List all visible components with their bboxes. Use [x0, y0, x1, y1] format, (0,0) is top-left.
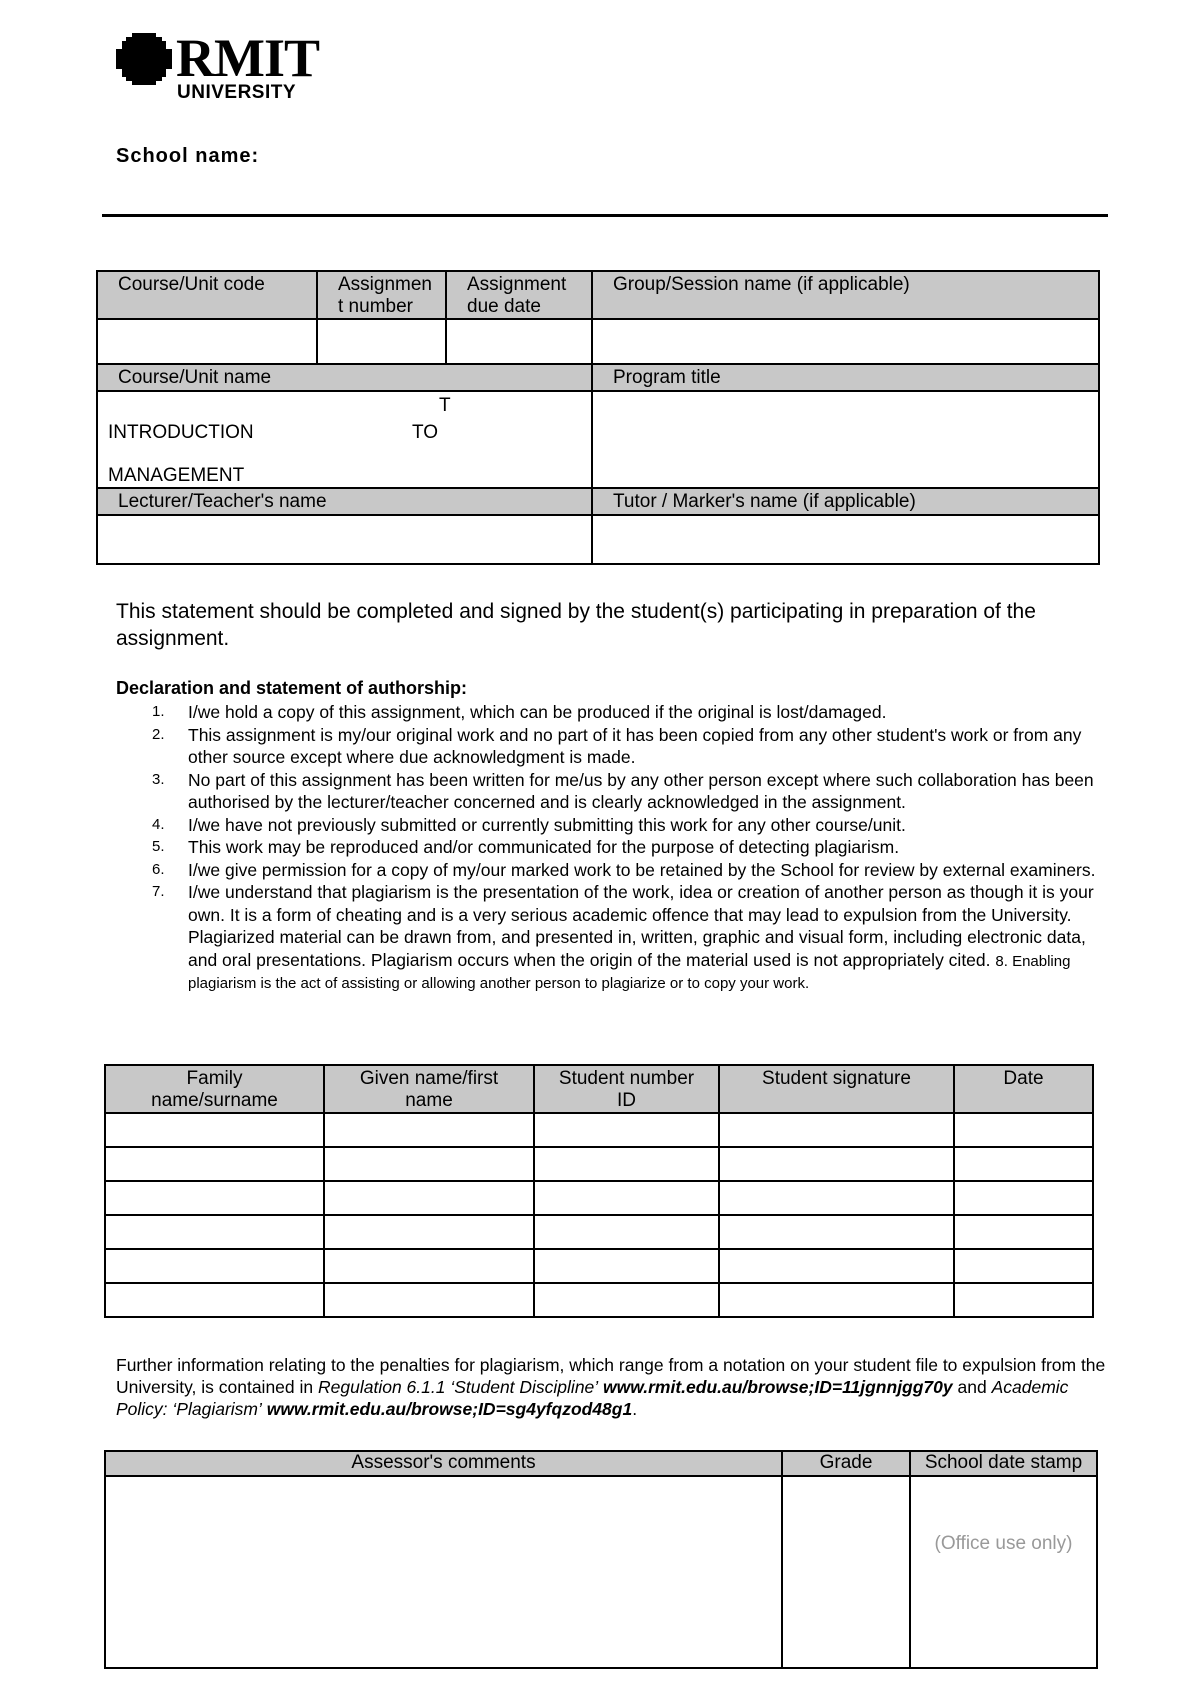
declaration-item-8: 8. Enabling plagiarism is the act of assisting or allowing another person to plagiarize or to copy your work.	[188, 952, 1071, 992]
declaration-list	[116, 701, 1096, 994]
student-number-header: Student number ID	[534, 1065, 719, 1113]
rmit-pixel-logo-icon	[116, 33, 174, 85]
family-name-cell[interactable]	[105, 1249, 324, 1283]
signature-cell[interactable]	[719, 1215, 954, 1249]
student-number-cell[interactable]	[534, 1215, 719, 1249]
course-name-line1: T	[439, 395, 451, 416]
list-item: 1. I/we hold a copy of this assignment, which can be produced if the original is lost/damaged.	[152, 702, 887, 722]
family-name-cell[interactable]	[105, 1181, 324, 1215]
office-use-note: (Office use only)	[934, 1533, 1073, 1554]
family-name-cell[interactable]	[105, 1215, 324, 1249]
date-cell[interactable]	[954, 1147, 1093, 1181]
signature-cell[interactable]	[719, 1113, 954, 1147]
list-item: 2. This assignment is my/our original work and no part of it has been copied from any other student's work or from any other source except where due acknowledgment is made.	[152, 724, 1082, 767]
policy-link[interactable]: www.rmit.edu.au/browse;ID=sg4yfqzod48g1	[266, 1399, 633, 1419]
assignment-number-header: Assignmen t number	[317, 271, 446, 319]
given-name-cell[interactable]	[324, 1147, 534, 1181]
grade-header: Grade	[782, 1451, 910, 1476]
logo-subtitle: UNIVERSITY	[177, 82, 297, 103]
date-cell[interactable]	[954, 1113, 1093, 1147]
table-row	[105, 1215, 1093, 1249]
school-date-stamp-header: School date stamp	[910, 1451, 1097, 1476]
tutor-field[interactable]	[592, 515, 1099, 564]
assignment-due-header: Assignment due date	[446, 271, 592, 319]
table-row	[105, 1147, 1093, 1181]
course-name-line3: MANAGEMENT	[108, 465, 245, 486]
policy-ref: Academic Policy: ‘Plagiarism’	[116, 1377, 1069, 1419]
student-number-cell[interactable]	[534, 1181, 719, 1215]
list-item: 6. I/we give permission for a copy of my/our marked work to be retained by the School for review by external examiners.	[152, 859, 1096, 880]
course-name-field[interactable]	[97, 391, 592, 488]
program-title-field[interactable]	[592, 391, 1099, 488]
course-code-header: Course/Unit code	[97, 271, 317, 319]
date-header: Date	[954, 1065, 1093, 1113]
course-name-line2a: INTRODUCTION	[108, 422, 254, 443]
family-name-header: Family name/surname	[105, 1065, 324, 1113]
list-item: 5. This work may be reproduced and/or communicated for the purpose of detecting plagiarism.	[152, 837, 900, 857]
grade-field[interactable]	[782, 1476, 910, 1668]
signature-cell[interactable]	[719, 1249, 954, 1283]
divider	[102, 214, 1108, 217]
table-row	[105, 1249, 1093, 1283]
table-row	[105, 1113, 1093, 1147]
further-info: Further information relating to the penalties for plagiarism, which range from a notation on your student file to expulsion from the University, is contained in Regulation 6.1.1 ‘Student Discipline’ www.rmit.edu.au/browse;ID=11jgnnjgg70y and Academic Policy: ‘Plagiarism’ www.rmit.edu.au/browse;ID=sg4yfqzod48g1.	[116, 1355, 1106, 1419]
regulation-link[interactable]: www.rmit.edu.au/browse;ID=11jgnnjgg70y	[603, 1377, 953, 1397]
table-row	[105, 1283, 1093, 1317]
signature-cell[interactable]	[719, 1147, 954, 1181]
student-number-cell[interactable]	[534, 1113, 719, 1147]
declaration-heading: Declaration and statement of authorship:	[116, 678, 468, 698]
course-name-header: Course/Unit name	[97, 364, 592, 391]
program-title-header: Program title	[592, 364, 1099, 391]
given-name-cell[interactable]	[324, 1113, 534, 1147]
student-number-cell[interactable]	[534, 1147, 719, 1181]
family-name-cell[interactable]	[105, 1113, 324, 1147]
date-cell[interactable]	[954, 1283, 1093, 1317]
course-name-line2b: TO	[412, 422, 439, 443]
signature-cell[interactable]	[719, 1181, 954, 1215]
family-name-cell[interactable]	[105, 1147, 324, 1181]
tutor-header: Tutor / Marker's name (if applicable)	[592, 488, 1099, 515]
given-name-cell[interactable]	[324, 1283, 534, 1317]
assessor-table	[104, 1450, 1098, 1669]
course-code-field[interactable]	[97, 319, 317, 364]
course-info-table	[96, 270, 1100, 565]
student-table	[104, 1064, 1094, 1318]
date-cell[interactable]	[954, 1181, 1093, 1215]
rmit-logo	[116, 30, 326, 105]
list-item: 7. I/we understand that plagiarism is the presentation of the work, idea or creation of another person as though it is your own. It is a form of cheating and is a very serious academic offence that may lead to expulsion from the University. Plagiarized material can be drawn from, and presented in, written, graphic and visual form, including electronic data, and oral presentations. Plagiarism occurs when the origin of the material used is not appropriately cited. 8. Enabling plagiarism is the act of assisting or allowing another person to plagiarize or to copy your work.	[152, 882, 1094, 992]
list-item: 3. No part of this assignment has been written for me/us by any other person except where such collaboration has been authorised by the lecturer/teacher concerned and is clearly acknowledged in the assignment.	[152, 769, 1094, 812]
given-name-cell[interactable]	[324, 1215, 534, 1249]
lecturer-header: Lecturer/Teacher's name	[97, 488, 592, 515]
group-session-field[interactable]	[592, 319, 1099, 364]
table-row	[105, 1181, 1093, 1215]
assignment-due-field[interactable]	[446, 319, 592, 364]
regulation-ref: Regulation 6.1.1 ‘Student Discipline’	[318, 1377, 599, 1397]
assessor-comments-field[interactable]	[105, 1476, 782, 1668]
given-name-cell[interactable]	[324, 1181, 534, 1215]
lecturer-field[interactable]	[97, 515, 592, 564]
student-number-cell[interactable]	[534, 1249, 719, 1283]
logo-wordmark: RMIT	[176, 28, 319, 88]
date-cell[interactable]	[954, 1249, 1093, 1283]
school-date-stamp-field	[910, 1476, 1097, 1668]
group-session-header: Group/Session name (if applicable)	[592, 271, 1099, 319]
signature-cell[interactable]	[719, 1283, 954, 1317]
school-name-label: School name:	[116, 145, 260, 167]
given-name-cell[interactable]	[324, 1249, 534, 1283]
list-item: 4. I/we have not previously submitted or currently submitting this work for any other course/unit.	[152, 814, 906, 835]
family-name-cell[interactable]	[105, 1283, 324, 1317]
intro-statement: This statement should be completed and signed by the student(s) participating in preparation of the assignment.	[116, 600, 1036, 650]
date-cell[interactable]	[954, 1215, 1093, 1249]
assignment-number-field[interactable]	[317, 319, 446, 364]
given-name-header: Given name/first name	[324, 1065, 534, 1113]
signature-header: Student signature	[719, 1065, 954, 1113]
student-number-cell[interactable]	[534, 1283, 719, 1317]
assessor-comments-header: Assessor's comments	[105, 1451, 782, 1476]
